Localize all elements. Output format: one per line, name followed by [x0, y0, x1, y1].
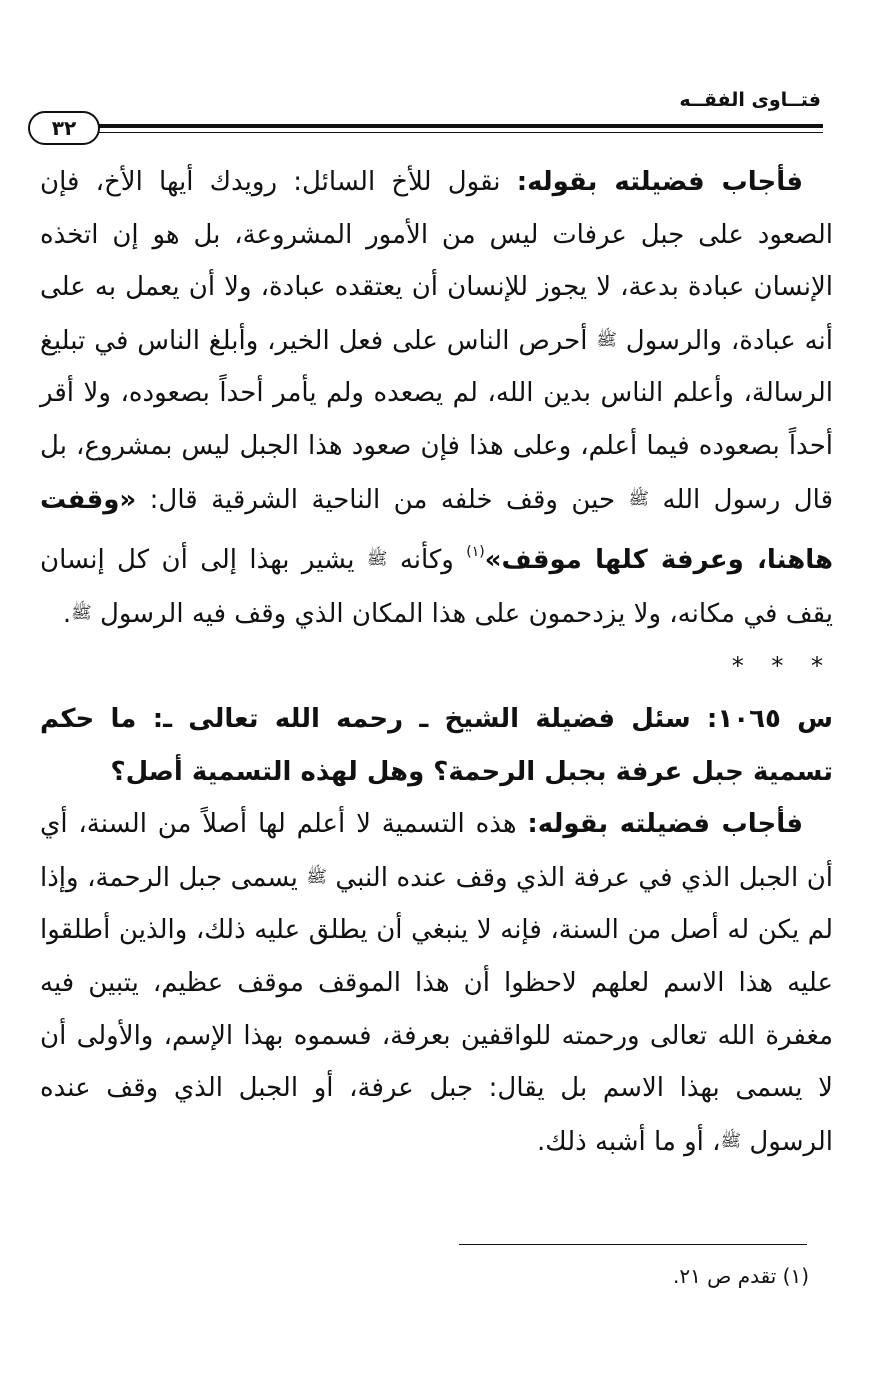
honorific-glyph: ﷺ — [366, 549, 388, 570]
answer-paragraph-2 — [40, 798, 833, 1168]
answer-text: أحرص الناس على فعل الخير، وأبلغ الناس في تبليغ الرسالة، وأعلم الناس بدين الله، لم يصعده ولم يأمر أحداً بصعوده، ولا أقر أحداً بصعوده فيما أعلم، وعلى هذا فإن صعود هذا الجبل ليس بمشروع، بل قال رسول الله — [40, 325, 834, 515]
section-separator: * * * — [731, 652, 833, 681]
answer-text: وكأنه — [399, 545, 454, 576]
answer-text: ، أو ما أشبه ذلك. — [537, 1126, 721, 1157]
footnote: (١) تقدم ص ٢١. — [672, 1264, 809, 1288]
answer-text: يشير بهذا إلى أن كل إنسان يقف في مكانه، ولا يزدحمون على هذا المكان الذي وقف فيه الرسول — [40, 545, 833, 629]
answer-text: نقول للأخ السائل: رويدك أيها الأخ، فإن الصعود على جبل عرفات ليس من الأمور المشروعة، بل هو إن اتخذه الإنسان عبادة بدعة، لا يجوز للإنسان أن يعتقده عبادة، ولا أن يعمل به على أنه عبادة، والرسول — [40, 167, 834, 356]
answer-end: . — [62, 598, 72, 629]
answer-text: هذه التسمية لا أعلم لها أصلاً من السنة، أي أن الجبل الذي في عرفة الذي وقف عنده النبي — [40, 809, 834, 893]
page-number: ٣٢ — [28, 111, 100, 145]
hadith-quote: «وقفت هاهنا، وعرفة كلها موقف» — [40, 484, 834, 576]
honorific-glyph: ﷺ — [596, 329, 617, 350]
answer-label: فأجاب فضيلته بقوله: — [527, 809, 804, 840]
running-title: فتــاوى الفقــه — [679, 89, 821, 111]
honorific-glyph: ﷺ — [628, 488, 650, 509]
footnote-reference: (١) — [466, 544, 485, 561]
honorific-glyph: ﷺ — [71, 602, 92, 623]
honorific-glyph: ﷺ — [720, 1130, 742, 1151]
honorific-glyph: ﷺ — [306, 866, 327, 887]
answer-paragraph-1 — [40, 156, 833, 640]
body-text — [40, 156, 833, 1168]
header-rule — [92, 124, 823, 128]
answer-text: يسمى جبل الرحمة، وإذا لم يكن له أصل من السنة، فإنه لا ينبغي أن يطلق عليه ذلك، والذين أطلقوا عليه هذا الاسم لعلهم لاحظوا أن هذا الموقف موقف عظيم، يتبين فيه مغفرة الله تعالى ورحمته للواقفين بعرفة، فسموه بهذا الإسم، والأولى أن لا يسمى بهذا الاسم بل يقال: جبل عرفة، أو الجبل الذي وقف عنده الرسول — [40, 862, 833, 1157]
answer-label: فأجاب فضيلته بقوله: — [516, 167, 804, 197]
answer-text: حين وقف خلفه من الناحية الشرقية قال: — [149, 484, 616, 515]
footnote-rule — [459, 1244, 807, 1245]
question-paragraph: س ١٠٦٥: سئل فضيلة الشيخ ـ رحمه الله تعالى ـ: ما حكم تسمية جبل عرفة بجبل الرحمة؟ وهل لهذه التسمية أصل؟ — [40, 703, 833, 787]
